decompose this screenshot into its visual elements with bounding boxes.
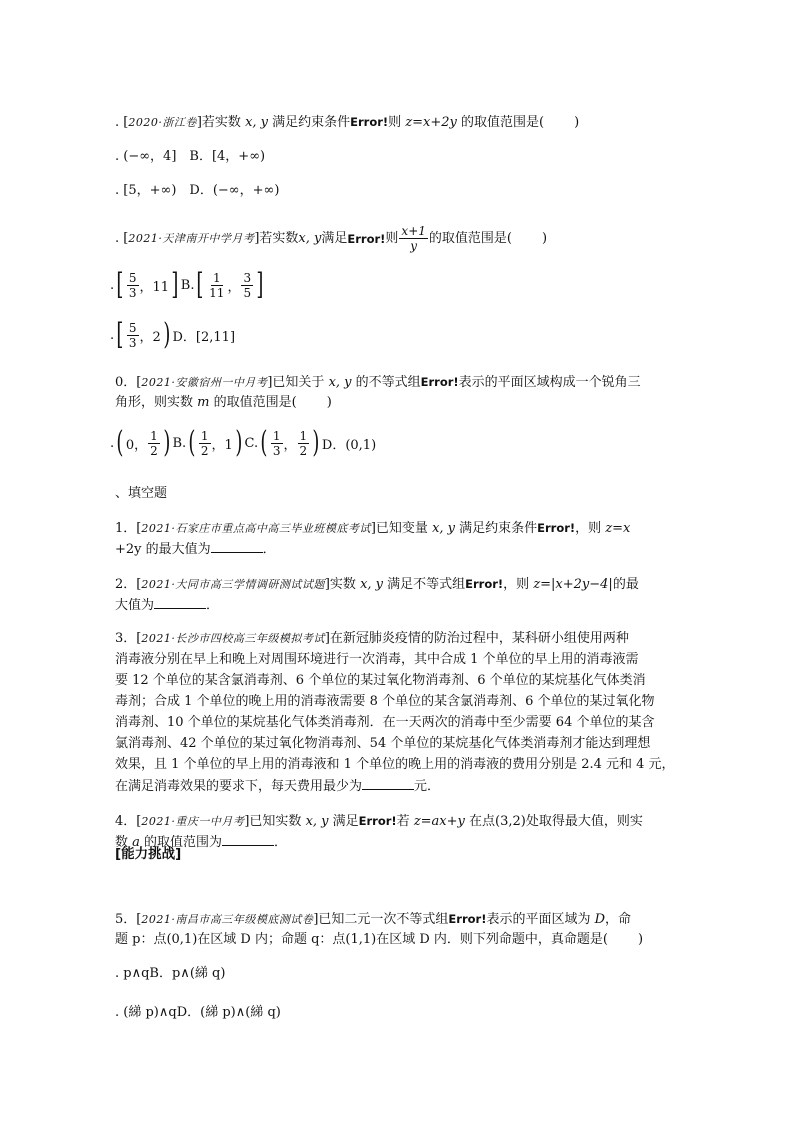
q3-source: 2021·安徽宿州一中月考	[141, 376, 268, 389]
f3-line: 效果，且 1 个单位的早上用的消毒液和 1 个单位的晚上用的消毒液的费用分别是 2.4 元和 4 元，	[115, 757, 675, 772]
q2-opt-a-frac	[127, 271, 139, 300]
c5-prefix: 5．[	[115, 912, 142, 927]
q3-opt-b-tail: ，1	[211, 437, 233, 453]
f3-line: 消毒液分别在早上和晚上对周围环境进行一次消毒，其中合成 1 个单位的早上用的消毒液需	[115, 652, 639, 667]
c5-options-cd: . (綈 p)∧qD．(綈 p)∧(綈 q)	[115, 1005, 281, 1020]
q3-error: Error!	[420, 375, 459, 389]
q3-text1: ]已知关于	[267, 375, 329, 390]
c5-line2: 题 p：点(0,1)在区域 D 内；命题 q：点(1,1)在区域 D 内．则下列命题中，真命题是(	[115, 932, 608, 947]
q2-text2: 满足	[321, 230, 348, 246]
f2-text4: 的最	[612, 577, 639, 592]
q2-text3: 则	[385, 230, 399, 246]
num: 1	[299, 428, 308, 443]
c5-D: D	[594, 912, 606, 927]
num: 1	[150, 428, 158, 443]
f1-expr: z=x	[605, 521, 631, 536]
q2-opt-d: D．[2,11]	[172, 329, 236, 345]
f3-line: 要 12 个单位的某含氯消毒剂、6 个单位的某过氧化物消毒剂、6 个单位的某烷基化气体类消	[115, 673, 646, 688]
q2-frac-den: y	[410, 239, 418, 253]
q3-vars: x, y	[328, 375, 352, 390]
q3-opt-d: D．(0,1)	[321, 437, 377, 453]
question-3	[115, 373, 641, 392]
q2-opt-b-label: B.	[180, 277, 195, 293]
den: 11	[209, 285, 225, 300]
left-bracket: [	[196, 267, 204, 302]
q2-frac-num: x+1	[401, 224, 426, 238]
q3-opt-b-label: B.	[172, 435, 187, 451]
q3-prefix: 0．[	[115, 375, 142, 390]
q3-options	[110, 425, 377, 460]
question-1	[115, 113, 579, 132]
q2-opt-b-frac2	[241, 271, 253, 300]
c5-text1: ]已知二元一次不等式组	[313, 912, 449, 927]
c5-line2end: )	[638, 932, 644, 947]
q3-line2c: )	[326, 395, 332, 410]
f4-line2a: 数	[115, 835, 133, 850]
question-3-line2	[115, 394, 332, 412]
num: 3	[243, 270, 252, 285]
q3-opt-a-frac	[148, 429, 160, 458]
f1-text1: ]已知变量	[370, 521, 433, 536]
f2-line2: 大值为	[115, 598, 155, 613]
q2-text1: ]若实数	[254, 230, 299, 246]
q2-opt-b-frac1	[207, 271, 226, 300]
num: 1	[272, 428, 281, 443]
q3-line2b: 的取值范围是(	[209, 395, 297, 410]
f2-vars: x, y	[360, 577, 384, 592]
f2-text2: 满足不等式组	[383, 577, 466, 592]
q2-opt-a-prefix: .	[110, 277, 115, 293]
f4-expr: z=ax+y	[413, 814, 465, 829]
section-fill-heading: 、填空题	[115, 486, 168, 501]
q3-line2: 角形，则实数	[115, 395, 198, 410]
q1-vars: x, y	[245, 115, 269, 130]
c5-text2: 表示的平面区域为	[486, 912, 595, 927]
q1-options-ab: . (−∞，4] B．[4，+∞)	[115, 149, 266, 164]
q3-opt-a-open: 0，	[125, 437, 148, 453]
q1-text2: 满足约束条件	[268, 115, 351, 130]
f4-text3: 若	[396, 814, 414, 829]
left-bracket: [	[116, 267, 124, 302]
right-paren: )	[312, 425, 320, 460]
f1-vars: x, y	[432, 521, 456, 536]
c5-options-ab: . p∧qB．p∧(綈 q)	[115, 966, 226, 981]
q2-opt-c-frac	[127, 321, 139, 350]
c5-error: Error!	[448, 912, 487, 926]
f4-line2b: 的取值范围为	[139, 835, 223, 850]
f1-prefix: 1．[	[115, 521, 142, 536]
left-bracket: [	[116, 317, 124, 352]
f3-text1: ]在新冠肺炎疫情的防治过程中，某科研小组使用两种	[324, 631, 629, 646]
f1-text3: ，则	[575, 521, 606, 536]
q1-text1: ]若实数	[196, 115, 246, 130]
f3-line: 氯消毒剂、42 个单位的某过氧化物消毒剂、54 个单位的某烷基化气体类消毒剂才能达到理想	[115, 736, 651, 751]
challenge-question-5	[115, 910, 631, 929]
left-paren: (	[260, 425, 268, 460]
c5-source: 2021·南昌市高三年级模底测试卷	[141, 913, 314, 926]
right-bracket: ]	[256, 267, 264, 302]
fill-question-1	[115, 519, 630, 538]
q3-opt-c-frac1	[271, 429, 283, 458]
den: 2	[150, 443, 158, 458]
f1-source: 2021·石家庄市重点高中高三毕业班模底考试	[141, 522, 371, 535]
f3-line: 毒剂；合成 1 个单位的晚上用的消毒液需要 8 个单位的某含氯消毒剂、6 个单位的某过氧化物	[115, 694, 655, 709]
f2-source: 2021·大同市高三学情调研测试试题	[141, 578, 325, 591]
num: 1	[212, 270, 221, 285]
q1-text5: )	[574, 115, 580, 130]
f2-text1: ]实数	[324, 577, 361, 592]
f4-source: 2021·重庆一中月考	[141, 815, 245, 828]
q2-fraction	[399, 224, 427, 253]
f1-text2: 满足约束条件	[455, 521, 538, 536]
q2-error: Error!	[347, 231, 386, 246]
f1-line2: +2y 的最大值为	[115, 542, 211, 557]
fill-question-2	[115, 575, 639, 594]
q3-opt-prefix: .	[110, 435, 115, 451]
f4-end: ．	[274, 835, 288, 850]
f3-end: 元．	[414, 779, 441, 794]
q3-opt-c-sep: ，	[283, 437, 297, 453]
right-bracket: ]	[171, 267, 179, 302]
q2-options-ab	[110, 267, 266, 302]
f1-end: ．	[262, 542, 276, 557]
q2-vars: x, y	[298, 230, 322, 246]
f1-error: Error!	[537, 521, 576, 535]
f4-text2: 满足	[328, 814, 359, 829]
q3-text3: 表示的平面区域构成一个锐角三	[458, 375, 641, 390]
den: 3	[128, 285, 137, 300]
q2-opt-a-mid: ，11	[139, 279, 170, 295]
f4-prefix: 4．[	[115, 814, 142, 829]
f3-last: 在满足消毒效果的要求下，每天费用最少为	[115, 779, 363, 794]
q1-source: 2020·浙江卷	[128, 116, 197, 129]
answer-blank[interactable]	[154, 596, 206, 609]
den: 3	[272, 443, 281, 458]
left-paren: (	[116, 425, 124, 460]
den: 3	[128, 335, 137, 350]
f4-error: Error!	[358, 814, 397, 828]
q2-opt-c-mid: ，2	[139, 329, 161, 345]
q1-options-cd: . [5，+∞) D．(−∞，+∞)	[115, 183, 280, 198]
q3-m: m	[197, 395, 210, 410]
challenge-question-5-line2	[115, 931, 643, 949]
question-2	[115, 224, 547, 253]
fill-question-4	[115, 812, 643, 831]
q1-text3: 则	[388, 115, 406, 130]
f4-a: a	[132, 835, 140, 850]
q1-prefix: . [	[115, 115, 129, 130]
q3-opt-c-frac2	[298, 429, 310, 458]
left-paren: (	[188, 425, 196, 460]
f2-text3: ，则	[503, 577, 534, 592]
right-paren: )	[235, 425, 243, 460]
f2-prefix: 2．[	[115, 577, 142, 592]
f3-last-line	[115, 777, 440, 796]
q2-opt-c-prefix: .	[110, 327, 115, 343]
f2-expr: z=|x+2y−4|	[533, 577, 613, 592]
num: 5	[128, 320, 137, 335]
c5-text3: ，命	[605, 912, 632, 927]
right-paren: )	[163, 425, 171, 460]
q3-opt-b-frac	[199, 429, 211, 458]
f3-source: 2021·长沙市四校高三年级模拟考试	[141, 632, 325, 645]
f3-prefix: 3．[	[115, 631, 142, 646]
q2-opt-b-sep: ，	[227, 279, 241, 295]
f3-line: 消毒剂、10 个单位的某烷基化气体类消毒剂．在一天两次的消毒中至少需要 64 个单位的某含	[115, 715, 655, 730]
q2-text4: 的取值范围是(	[428, 230, 512, 246]
q1-error: Error!	[350, 115, 389, 129]
q3-text2: 的不等式组	[351, 375, 421, 390]
section-ability-heading: [能力挑战]	[115, 846, 182, 862]
den: 2	[200, 443, 209, 458]
q3-opt-c-label: C.	[244, 435, 259, 451]
fill-question-2-line2	[115, 596, 219, 615]
f4-vars: x, y	[305, 814, 329, 829]
right-paren: )	[163, 317, 171, 352]
fill-question-3	[115, 630, 629, 648]
f4-text4: 在点(3,2)处取得最大值，则实	[464, 814, 643, 829]
q1-text4: 的取值范围是(	[456, 115, 545, 130]
num: 1	[200, 428, 209, 443]
den: 5	[243, 285, 252, 300]
f2-end: ．	[206, 598, 220, 613]
num: 5	[128, 270, 137, 285]
q2-text5: )	[541, 230, 548, 246]
answer-blank[interactable]	[362, 777, 414, 790]
fill-question-1-line2	[115, 540, 276, 559]
f2-error: Error!	[465, 577, 504, 591]
answer-blank[interactable]	[211, 540, 263, 553]
q2-options-cd	[110, 317, 236, 352]
den: 2	[299, 443, 308, 458]
q2-prefix: . [	[115, 230, 129, 246]
q2-source: 2021·天津南开中学月考	[128, 231, 255, 245]
answer-blank[interactable]	[222, 833, 274, 846]
f4-text1: ]已知实数	[244, 814, 306, 829]
q1-expr: z=x+2y	[405, 115, 457, 130]
